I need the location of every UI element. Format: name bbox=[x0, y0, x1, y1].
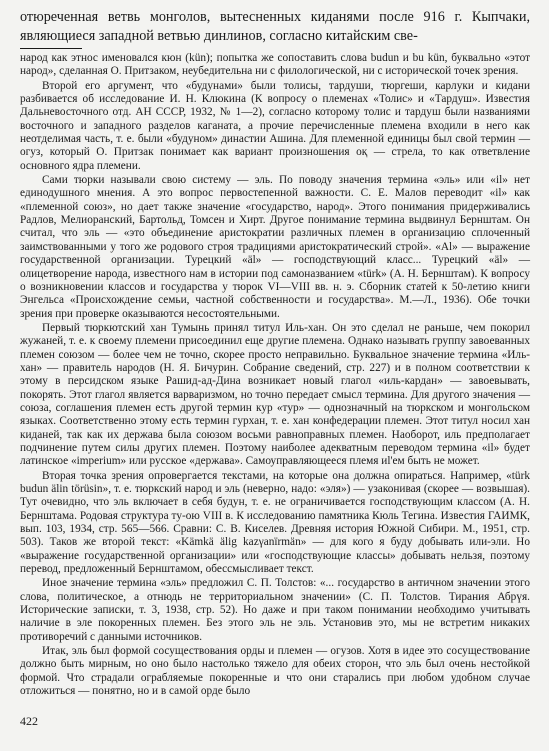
footnote-paragraph: Вторая точка зрения опровергается текстами, на которые она должна опираться. Например, «türk budun älin törüsin», т. е. тюркский народ и эль (неверно, надо: «эля») — узаконивая (скорее — возвышая). Тут очевидно, что эль включает в себя будун, т. е. не ограничивается господствующим классом (А. Н. Бернштама. Родовая структура ту-ою VIII в. К исследованию памятника Кюль Тегина. Известия ГАИМК, вып. 103, 1934, стр. 565—566. Сравни: С. В. Киселев. Древняя история Южной Сибири. М., 1951, стр. 503). Таков же второй текст: «Kämkä älig kazγanïrmän» — для кого я буду добывать или-эли. Но «выражение государственной организации» или «господствующие классы» добывать нельзя, поэтому перевод, предложенный Бернштамом, обессмысливает текст. bbox=[20, 469, 530, 576]
footnote-paragraph: Второй его аргумент, что «будунами» были толисы, тардуши, тюргеши, карлуки и кидани разбивается об исследование И. Н. Клюкина (К вопросу о племенах «Толис» и «Тардуш». Известия Дальневосточного отд. АН СССР, 1932, № 1—2), согласно которому толис и тардуш были названиями восточного и западного разделов каганата, а прочие перечисленные племена входили в него как неотделимая часть, т. е. были «будуном» династии Ашина. Для племенной единицы был свой термин — огуз, который О. Притзак понимает как вариант произношения оқ — стрела, то как ответвление основного ядра племени. bbox=[20, 79, 530, 172]
main-text-block bbox=[20, 8, 530, 46]
footnote-paragraph: Сами тюрки называли свою систему — эль. По поводу значения термина «эль» или «il» нет единодушного мнения. А это вопрос первостепенной важности. С. Е. Малов переводит «il» как «племенной союз», но дает также значение «государство, народ». Этого понимания придерживались Радлов, Мелиоранский, Бартольд, Томсен и Хирт. Другое понимание термина выдвинул Бернштам. Он считал, что эль — «это объединение аристократии различных племен в организацию сплоченный заимствованными у того же родового строя традициями аристократический строй». «Al» — выражение государственной организации. Турецкий «äl» — господствующий класс... Турецкий «äl» — олицетворение народа, известного нам в истории под самоназванием «türk» (А. Н. Бернштам). К вопросу о возникновении классов и государства у тюрок VI—VIII вв. н. э. Сборник статей к 50-летию книги Энгельса «Происхождение семьи, частной собственности и государства». М.—Л., 1936). Обе точки зрения при проверке оказываются несостоятельными. bbox=[20, 174, 530, 320]
page-number: 422 bbox=[20, 714, 38, 728]
footnote-paragraph: народ как этнос именовался кюн (kün); попытка же сопоставить слова budun и bu kün, буквально «этот народ», сделанная О. Притзаком, неубедительна ни с филологической, ни с исторической точек зрения. bbox=[20, 52, 530, 78]
main-text-paragraph: отюреченная ветвь монголов, вытесненных киданями после 916 г. Кыпчаки, являющиеся западной ветвью динлинов, согласно китайским све- bbox=[20, 9, 530, 44]
footnote-paragraph: Первый тюркютский хан Тумынь принял титул Иль-хан. Он это сделал не раньше, чем покорил жужаней, т. е. к своему племени присоединил еще другие племена. Однако называть группу завоеванных племен союзом — более чем не точно, скорее просто неправильно. Буквальное значение термина «Иль-хан» — правитель народов (Н. Я. Бичурин. Собрание сведений, стр. 227) и в полном соответствии к этому в персидском языке Рашид-ад-Дина возникает новый глагол «иль-кардан» — завоевывать, покорять. Этот глагол является варваризмом, но точно передает смысл термина. Для другого значения — союза, соглашения племен есть другой термин кур «тур» — однозначный на тюркском и монгольском языках. Соответственно этому есть термин гурхан, т. е. хан конфедерации племен. Этот титул носил хан киданей, так как их держава была союзом восьми равноправных племен. Наоборот, иль предполагает подчинение путем силы других племен. Поэтому наиболее адекватным переводом термина «il» будет латинское «imperium» или русское «держава». Самоуправляющееся племя иl'ем быть не может. bbox=[20, 321, 530, 468]
footnote-block bbox=[20, 52, 530, 699]
footnote-paragraph: Итак, эль был формой сосуществования орды и племен — огузов. Хотя в идее это сосуществование должно быть мирным, но оно было настолько тяжело для обеих сторон, что эль был очень нестойкой формой. Что страдали ограбляемые покоренные и что они старались при любом удобном случае отложиться — понятно, но и в самой орде было bbox=[20, 645, 530, 698]
footnote-paragraph: Иное значение термина «эль» предложил С. П. Толстов: «... государство в античном значении этого слова, политическое, а отнюдь не территориальном значении» (С. П. Толстов. Тирания Абрүя. Исторические записки, т. 3, 1938, стр. 52). Но даже и при таком понимании необходимо учитывать наличие в эле покоренных племен. Без этого эль не эль. Установив это, мы не встретим никаких противоречий с данными источников. bbox=[20, 577, 530, 643]
footnote-separator bbox=[20, 48, 82, 49]
